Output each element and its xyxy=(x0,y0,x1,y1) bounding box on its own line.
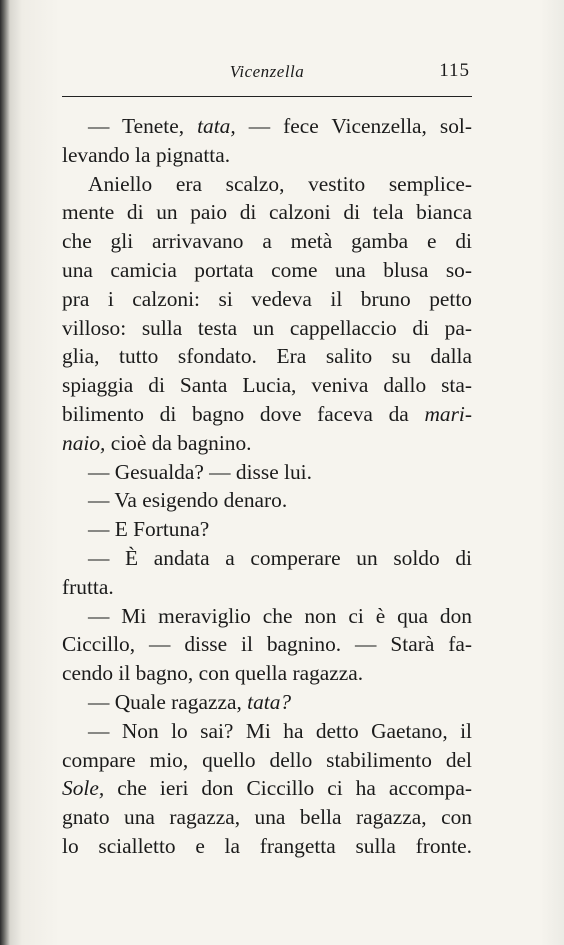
italic-text: tata, xyxy=(197,114,236,138)
text-line xyxy=(62,774,472,803)
page-header xyxy=(62,58,472,88)
text-line xyxy=(62,429,472,458)
text-line xyxy=(62,803,472,832)
text-segment: che ieri don Ciccillo ci ha accompa- xyxy=(104,776,472,801)
text-line xyxy=(62,342,472,371)
text-line xyxy=(62,746,472,775)
text-line xyxy=(62,256,472,285)
text-segment: villoso: sulla testa un cappellaccio di pa- xyxy=(62,315,472,340)
text-line xyxy=(62,688,472,717)
text-segment: una camicia portata come una blusa so- xyxy=(62,257,472,282)
text-segment: — Quale ragazza, xyxy=(88,689,248,714)
text-line xyxy=(62,602,472,631)
italic-text: Sole, xyxy=(62,776,105,801)
text-segment: lo scialletto e la frangetta sulla fronte. xyxy=(62,833,472,858)
running-title: Vicenzella xyxy=(229,62,305,81)
text-line xyxy=(62,515,472,544)
text-line xyxy=(62,832,472,861)
italic-text: tata? xyxy=(247,689,292,714)
text-segment: — Tenete, xyxy=(88,114,198,138)
text-line xyxy=(62,141,472,170)
text-line xyxy=(62,112,472,141)
text-segment: Ciccillo, — disse il bagnino. — Starà fa- xyxy=(62,632,472,657)
text-segment: glia, tutto sfondato. Era salito su dalla xyxy=(62,344,472,369)
text-line xyxy=(62,544,472,573)
text-segment: — Mi meraviglio che non ci è qua don xyxy=(88,603,472,628)
text-segment: mente di un paio di calzoni di tela bianca xyxy=(62,200,472,225)
text-segment: che gli arrivavano a metà gamba e di xyxy=(62,229,472,254)
text-segment: — fece Vicenzella, sol- xyxy=(235,114,472,138)
text-line xyxy=(62,486,472,515)
text-segment: spiaggia di Santa Lucia, veniva dallo sta- xyxy=(62,373,472,398)
text-segment: cendo il bagno, con quella ragazza. xyxy=(62,661,364,686)
text-segment: — Non lo sai? Mi ha detto Gaetano, il xyxy=(88,718,472,743)
text-line xyxy=(62,659,472,688)
text-line xyxy=(62,717,472,746)
text-segment: — E Fortuna? xyxy=(88,517,210,542)
text-segment: cioè da bagnino. xyxy=(105,430,252,455)
text-segment: — Va esigendo denaro. xyxy=(88,488,288,513)
text-segment: pra i calzoni: si vedeva il bruno petto xyxy=(62,286,472,311)
text-line xyxy=(62,198,472,227)
text-segment: Aniello era scalzo, vestito semplice- xyxy=(88,171,472,196)
body-text xyxy=(62,112,472,861)
text-segment: gnato una ragazza, una bella ragazza, con xyxy=(62,805,472,830)
italic-text: naio, xyxy=(62,430,106,455)
text-line xyxy=(62,400,472,429)
text-segment: — Gesualda? — disse lui. xyxy=(88,459,312,484)
text-segment: levando la pignatta. xyxy=(62,142,231,167)
text-line xyxy=(62,314,472,343)
text-line xyxy=(62,170,472,199)
text-line xyxy=(62,573,472,602)
text-segment: — È andata a comperare un soldo di xyxy=(88,545,472,570)
text-line xyxy=(62,458,472,487)
header-rule xyxy=(62,96,472,97)
italic-text: mari- xyxy=(424,401,472,426)
text-segment: bilimento di bagno dove faceva da xyxy=(62,401,425,426)
text-line xyxy=(62,285,472,314)
text-line xyxy=(62,227,472,256)
page-number: 115 xyxy=(439,60,470,81)
text-segment: compare mio, quello dello stabilimento del xyxy=(62,747,472,772)
text-segment: frutta. xyxy=(62,574,114,599)
text-line xyxy=(62,630,472,659)
text-line xyxy=(62,371,472,400)
